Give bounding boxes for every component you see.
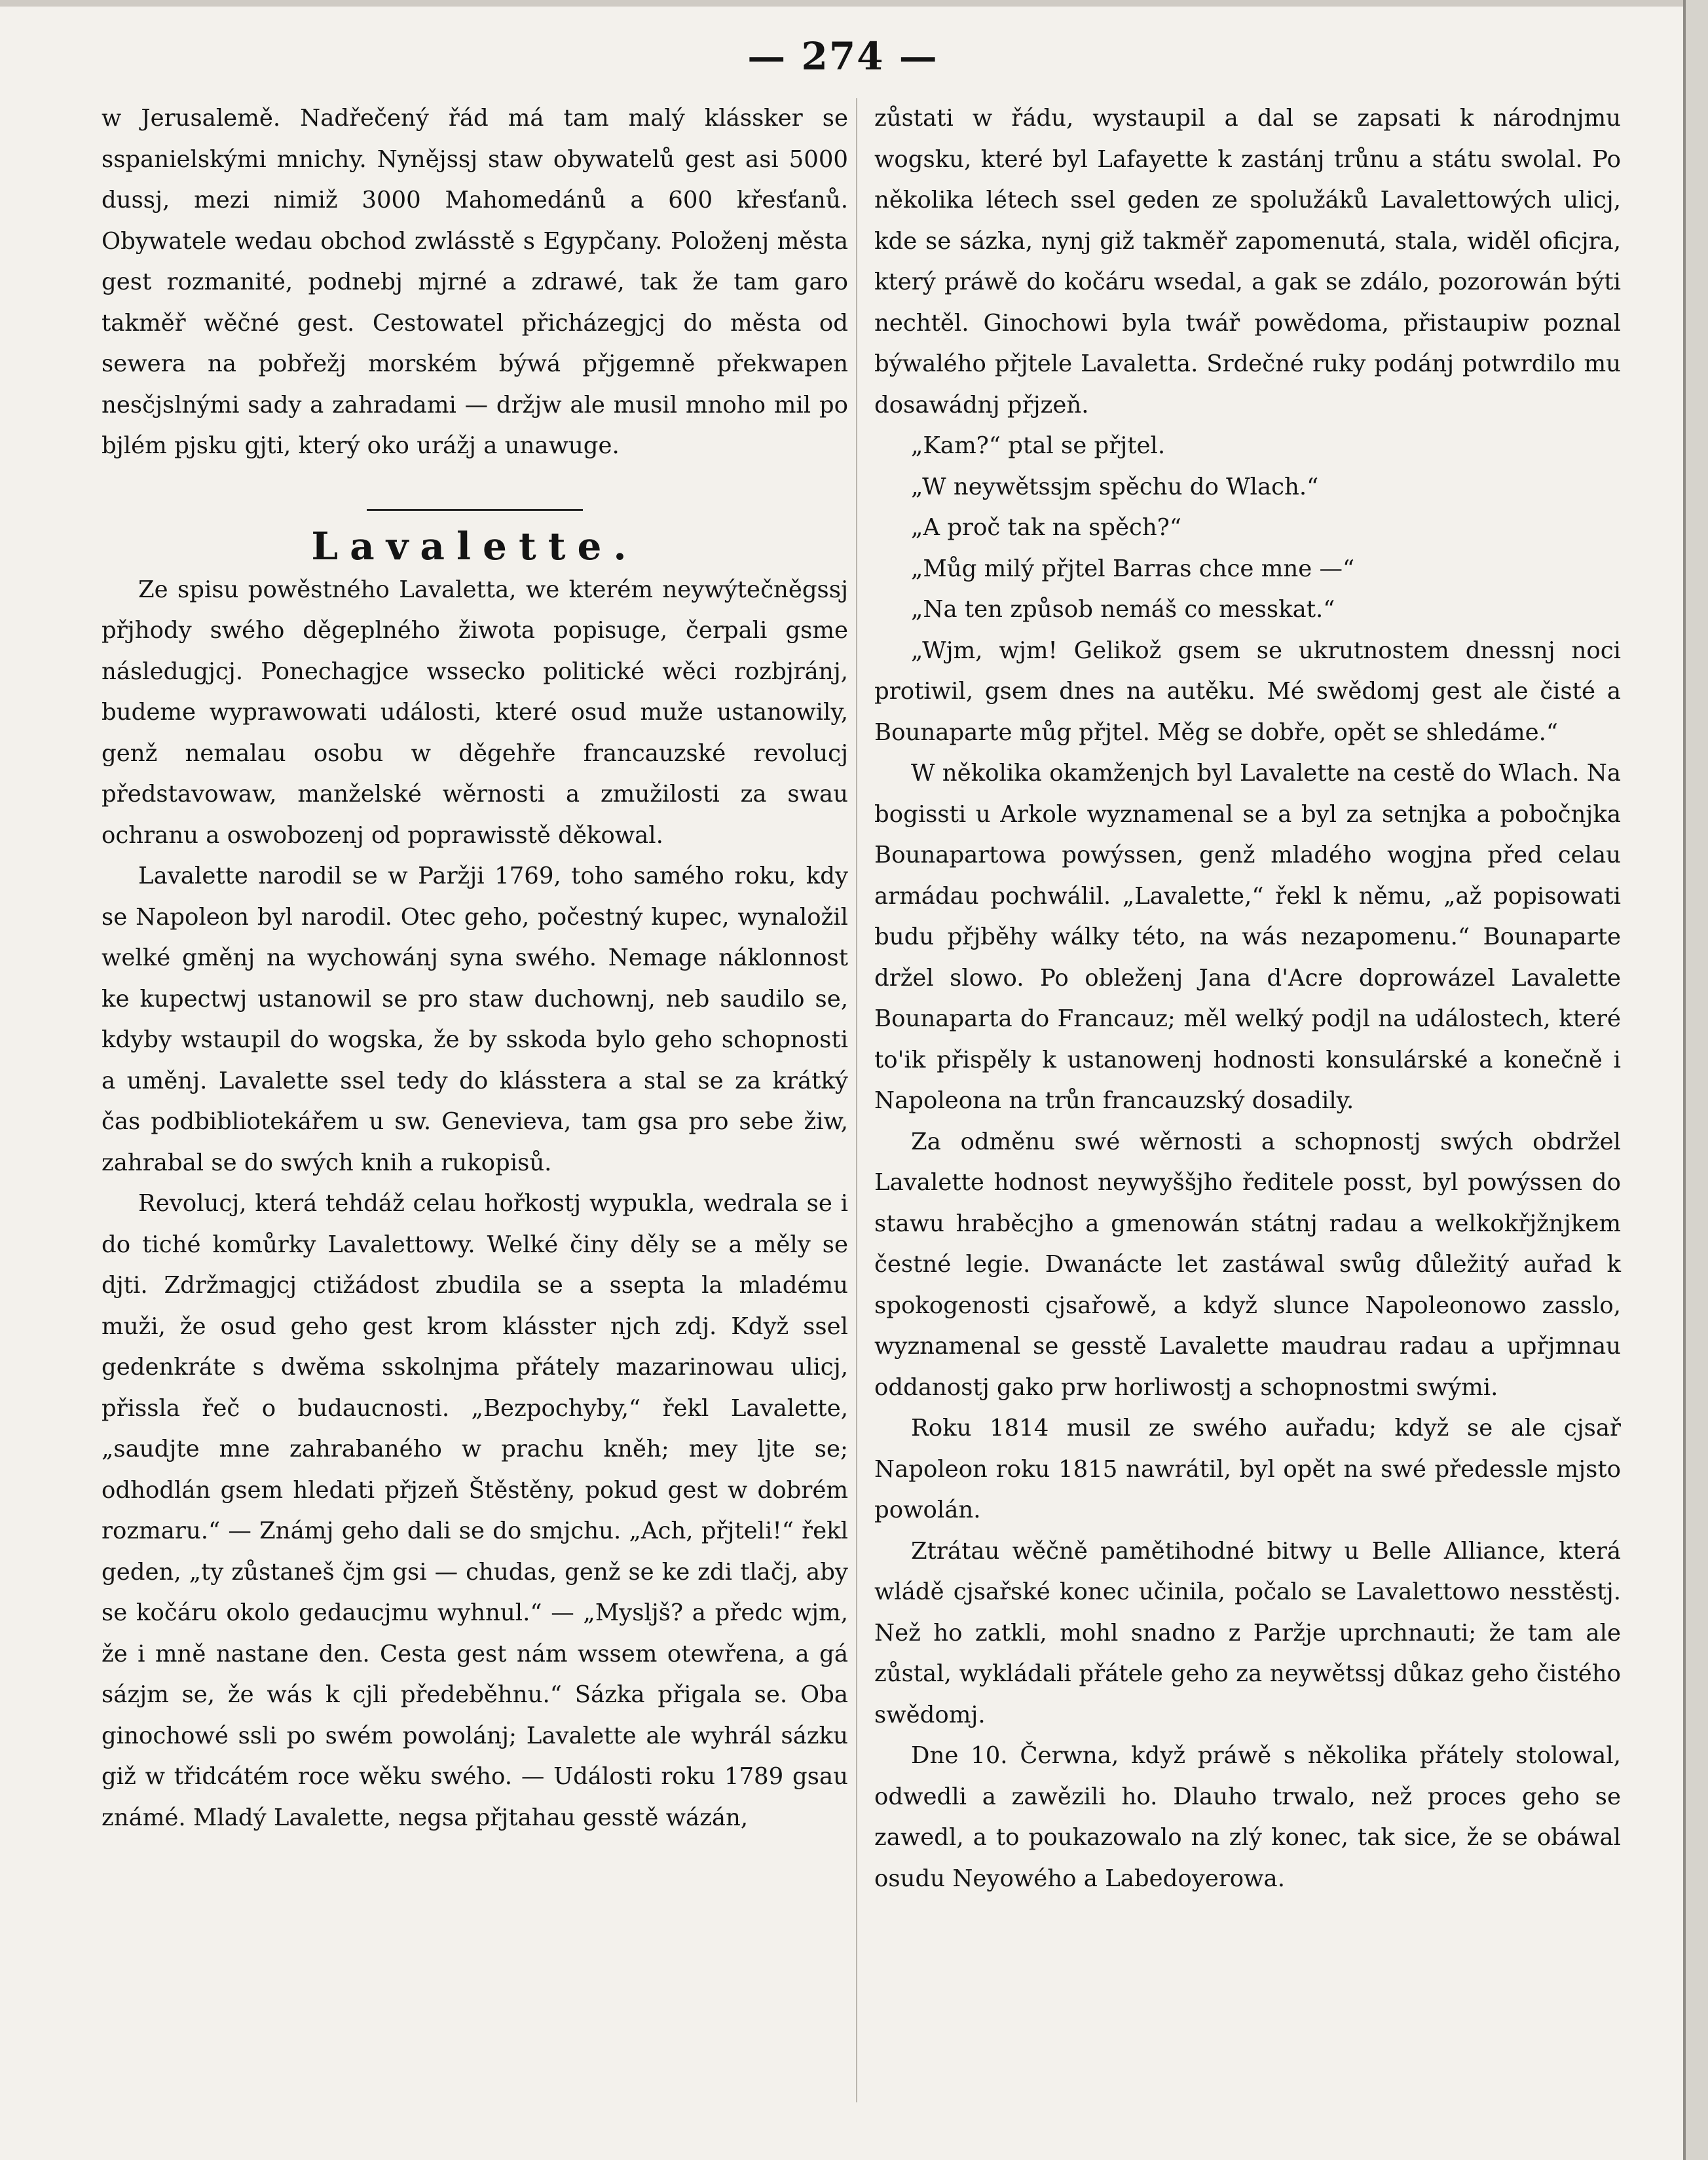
dialogue-line: „Můg milý přjtel Barras chce mne —“ (911, 555, 1355, 582)
dialogue-line: „Na ten způsob nemáš co messkat.“ (911, 596, 1335, 623)
right-column (874, 98, 1621, 1899)
right-paragraph: W několika okamženjch byl Lavalette na cestě do Wlach. Na bogissti u Arkole wyznamenal se a byl za setnjka a pobočnjka Bounapartowa powýssen, genž mladého wogjna před celau armádau pochwálil. „Lavalette,“ řekl k němu, „až popisowati budu přjběhy wálky této, na wás nezapomenu.“ Bounaparte držel slowo. Po obleženj Jana d'Acre doprowázel Lavalette Bounaparta do Francauz; měl welký podjl na událostech, které to'ik přispěly k ustanowenj hodnosti konsulárské a konečně i Napoleona na trůn francauzský dosadily. (874, 760, 1621, 1114)
right-paragraph: Roku 1814 musil ze swého auřadu; když se ale cjsař Napoleon roku 1815 nawrátil, byl opět na swé předessle mjsto powolán. (874, 1415, 1621, 1523)
column-divider (856, 98, 857, 2102)
section-rule (367, 509, 583, 511)
left-column (102, 98, 848, 1838)
left-intro-paragraph: w Jerusalemě. Nadřečený řád má tam malý klássker se sspanielskými mnichy. Nynějssj staw obywatelů gest asi 5000 dussj, mezi nimiž 3000 Mahomedánů a 600 křesťanů. Obywatele wedau obchod zwlásstě s Egypčany. Položenj města gest rozmanité, podnebj mjrné a zdrawé, tak že tam garo takměř wěčné gest. Cestowatel přicházegjcj do města od sewera na pobřežj morském býwá přjgemně překwapen nesčjslnými sady a zahradami — držjw ale musil mnoho mil po bjlém pjsku gjti, který oko urážj a unawuge. (102, 105, 848, 459)
right-paragraph: zůstati w řádu, wystaupil a dal se zapsati k národnjmu wogsku, které byl Lafayette k zastánj trůnu a státu swolal. Po několika létech ssel geden ze spolužáků Lavalettowých ulicj, kde se sázka, nynj giž takměř zapomenutá, stala, widěl oficjra, který práwě do kočáru wsedal, a gak se zdálo, pozorowán býti nechtěl. Ginochowi byla twář powědoma, přistaupiw poznal býwalého přjtele Lavaletta. Srdečné ruky podánj potwrdilo mu dosawádnj přjzeň. (874, 105, 1621, 419)
right-paragraph: Dne 10. Čerwna, když práwě s několika přátely stolowal, odwedli a zawězili ho. Dlauho trwalo, než proces geho se zawedl, a to poukazowalo na zlý konec, tak sice, že se obáwal osudu Neyowého a Labedoyerowa. (874, 1742, 1621, 1892)
page-number: — 274 — (747, 34, 938, 79)
left-paragraph: Ze spisu powěstného Lavaletta, we kterém neywýtečněgssj přjhody swého děgeplného žiwota popisuge, čerpali gsme následugjcj. Ponechagjce wssecko politické wěci rozbjránj, budeme wyprawowati události, které osud muže ustanowily, genž nemalau osobu w děgehře francauzské revolucj představowaw, manželské wěrnosti a zmužilosti za swau ochranu a oswobozenj od poprawisstě děkowal. (102, 576, 848, 849)
left-paragraph: Lavalette narodil se w Paržji 1769, toho samého roku, kdy se Napoleon byl narodil. Otec geho, počestný kupec, wynaložil welké gměnj na wychowánj syna swého. Nemage náklonnost ke kupectwj ustanowil se pro staw duchownj, neb saudilo se, kdyby wstaupil do wogska, že by sskoda bylo geho schopnosti a uměnj. Lavalette ssel tedy do klásstera a stal se za krátký čas podbibliotekářem u sw. Genevieva, tam gsa pro sebe žiw, zahrabal se do swých knih a rukopisů. (102, 863, 848, 1176)
right-paragraph: Za odměnu swé wěrnosti a schopnostj swých obdržel Lavalette hodnost neywyššjho ředitele posst, byl powýssen do stawu hraběcjho a gmenowán státnj radau a welkokřjžnjkem čestné legie. Dwanácte let zastáwal swůg důležitý auřad k spokogenosti cjsařowě, a když slunce Napoleonowo zasslo, wyznamenal se gesstě Lavalette maudrau radau a upřjmnau oddanostj gako prw horliwostj a schopnostmi swými. (874, 1128, 1621, 1401)
dialogue-line: „Wjm, wjm! Gelikož gsem se ukrutnostem dnessnj noci protiwil, gsem dnes na autěku. Mé swědomj gest ale čisté a Bounaparte můg přjtel. Měg se dobře, opět se shledáme.“ (874, 637, 1621, 746)
section-heading: Lavalette. (311, 523, 639, 568)
dialogue-line: „Kam?“ ptal se přjtel. (911, 432, 1166, 459)
dialogue-line: „A proč tak na spěch?“ (911, 514, 1181, 541)
right-paragraph: Ztrátau wěčně pamětihodné bitwy u Belle Alliance, která wládě cjsařské konec učinila, počalo se Lavalettowo nesstěstj. Než ho zatkli, mohl snadno z Paržje uprchnauti; že tam ale zůstal, wykládali přátele geho za neywětssj důkaz geho čistého swědomj. (874, 1537, 1621, 1728)
page-top-edge (0, 0, 1686, 7)
page-right-edge (1683, 0, 1708, 2160)
dialogue-line: „W neywětssjm spěchu do Wlach.“ (911, 473, 1319, 500)
left-paragraph: Revolucj, která tehdáž celau hořkostj wypukla, wedrala se i do tiché komůrky Lavalettowy. Welké činy děly se a měly se djti. Zdržmagjcj ctižádost zbudila se a ssepta la mladému muži, že osud geho gest krom klásster njch zdj. Když ssel gedenkráte s dwěma sskolnjma přátely mazarinowau ulicj, přissla řeč o budaucnosti. „Bezpochyby,“ řekl Lavalette, „saudjte mne zahrabaného w prachu kněh; mey ljte se; odhodlán gsem hledati přjzeň Štěstěny, pokud gest w dobrém rozmaru.“ — Známj geho dali se do smjchu. „Ach, přjteli!“ řekl geden, „ty zůstaneš čjm gsi — chudas, genž se ke zdi tlačj, aby se kočáru okolo gedaucjmu wyhnul.“ — „Mysljš? a předc wjm, že i mně nastane den. Cesta gest nám wssem otewřena, a gá sázjm se, že wás k cjli předeběhnu.“ Sázka přigala se. Oba ginochowé ssli po swém powolánj; Lavalette ale wyhrál sázku giž w třidcátém roce wěku swého. — Události roku 1789 gsau známé. Mladý Lavalette, negsa přjtahau gesstě wázán, (102, 1190, 848, 1831)
